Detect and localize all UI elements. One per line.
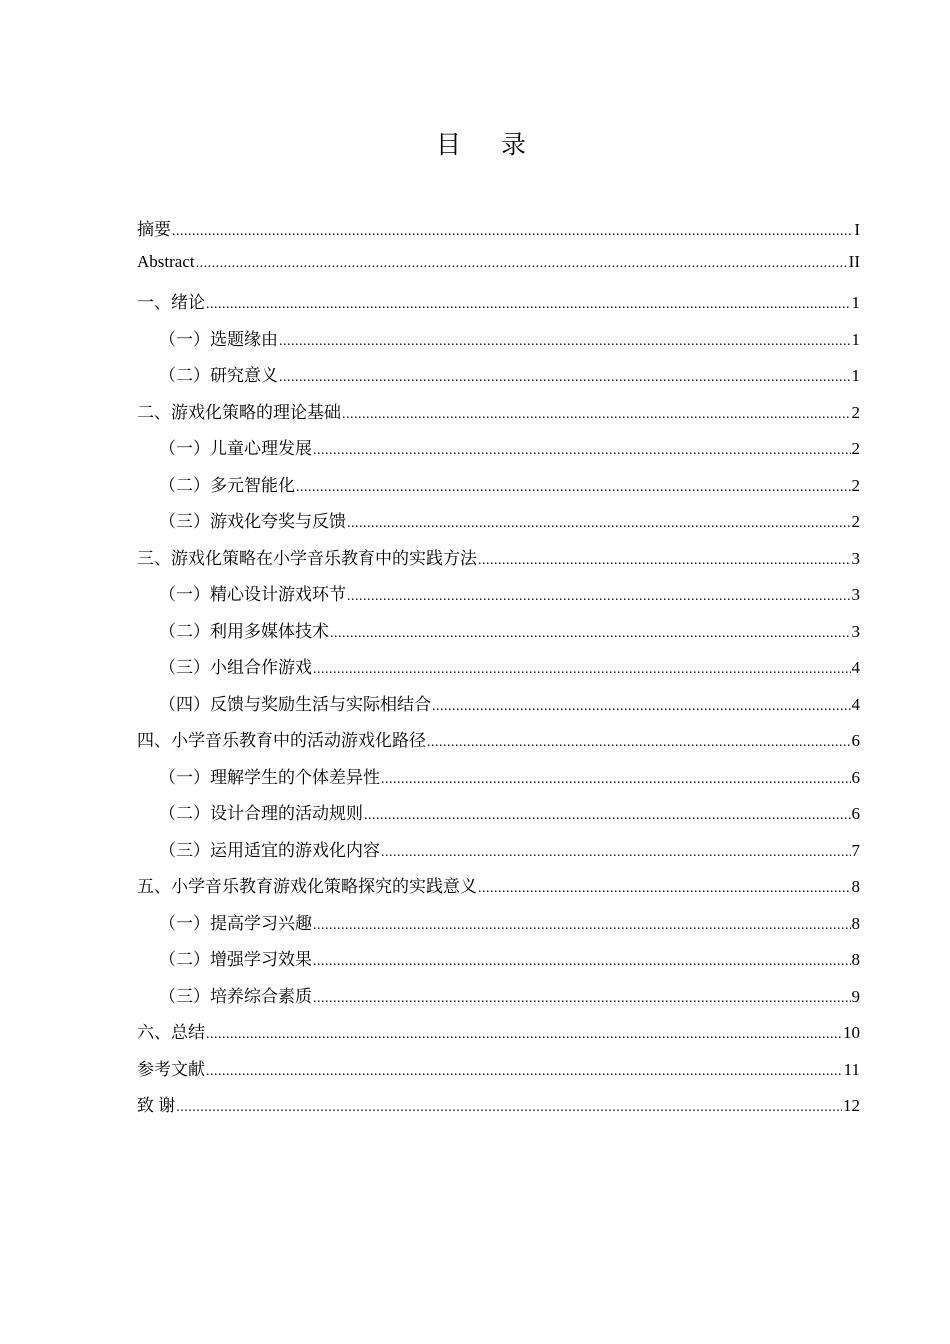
toc-entry[interactable] [137,982,860,1019]
dot-leader [381,841,851,861]
toc-entry-page: 2 [851,439,860,458]
toc-entry-label: 三、游戏化策略在小学音乐教育中的实践方法 [137,548,477,568]
toc-entry-label: 参考文献 [137,1059,205,1079]
toc-entry-page: 2 [851,402,860,422]
toc-entry-page: 6 [851,767,860,787]
toc-entry[interactable] [137,507,860,544]
toc-entry-page: 8 [851,877,860,896]
toc-entry-label: （一）理解学生的个体差异性 [159,767,380,787]
dot-leader [313,914,851,934]
toc-entry[interactable] [137,580,860,617]
dot-leader [364,804,851,824]
toc-entry[interactable] [137,726,860,763]
toc-entry[interactable] [137,909,860,946]
toc-entry[interactable] [137,361,860,398]
toc-entry-page: 4 [851,694,860,714]
toc-entry-page: 6 [851,731,860,750]
toc-entry-label: （二）增强学习效果 [159,950,312,969]
dot-leader [478,549,851,569]
dot-leader [176,1096,842,1116]
dot-leader [478,877,851,897]
toc-entry-label: 六、总结 [137,1023,205,1042]
toc-entry-page: 9 [851,986,860,1006]
dot-leader [172,220,853,240]
toc-entry-label: （三）运用适宜的游戏化内容 [159,840,380,860]
toc-entry-label: 四、小学音乐教育中的活动游戏化路径 [137,731,426,750]
toc-entry[interactable] [137,215,860,252]
toc-entry-label: （二）研究意义 [159,366,278,385]
toc-title: 目 录 [436,130,542,159]
toc-entry-page: 12 [843,1096,860,1115]
dot-leader [313,658,851,678]
dot-leader [432,695,851,715]
toc-entry[interactable] [137,653,860,690]
dot-leader [279,330,851,350]
toc-entry[interactable] [137,872,860,909]
toc-entry[interactable] [137,799,860,836]
toc-entry-page: 8 [851,950,860,969]
toc-entry-page: 3 [851,621,860,641]
toc-entry[interactable] [137,1018,860,1055]
toc-entry-page: 8 [851,913,860,933]
toc-entry[interactable] [137,325,860,362]
dot-leader [206,1060,843,1080]
toc-entry-label: 五、小学音乐教育游戏化策略探究的实践意义 [137,877,477,896]
toc-entry-page: I [854,220,860,239]
toc-entry-label: 一、绪论 [137,293,205,312]
toc-entry-label: （一）精心设计游戏环节 [159,585,346,604]
dot-leader [296,476,851,496]
dot-leader [313,439,851,459]
dot-leader [206,1023,842,1043]
toc-entry-label: （一）儿童心理发展 [159,439,312,458]
toc-entry[interactable] [137,690,860,727]
toc-entry[interactable] [137,544,860,581]
toc-entry-label: （三）游戏化夸奖与反馈 [159,512,346,531]
toc-entry-page: 11 [843,1059,860,1079]
toc-entry[interactable] [137,1055,860,1092]
table-of-contents [137,215,860,1128]
toc-entry-page: 1 [851,366,860,385]
toc-entry-label: （一）选题缘由 [159,329,278,349]
dot-leader [347,585,851,605]
toc-entry-label: （二）多元智能化 [159,475,295,495]
dot-leader [206,293,851,313]
toc-entry[interactable] [137,763,860,800]
toc-entry-label: 致 谢 [137,1096,176,1115]
toc-entry[interactable] [137,617,860,654]
toc-entry[interactable] [137,836,860,873]
toc-entry-label: 摘要 [137,220,171,239]
toc-entry[interactable] [137,945,860,982]
toc-entry-page: 2 [851,475,860,495]
toc-entry-page: 10 [843,1023,860,1042]
toc-entry[interactable] [137,434,860,471]
toc-entry-label: （三）小组合作游戏 [159,658,312,677]
toc-entry-page: 7 [851,840,860,860]
toc-entry-label: Abstract [137,251,195,271]
dot-leader [279,366,851,386]
toc-entry-label: （二）利用多媒体技术 [159,621,329,641]
toc-entry-label: （四）反馈与奖励生活与实际相结合 [159,694,431,714]
toc-entry[interactable] [137,288,860,325]
dot-leader [381,768,851,788]
dot-leader [347,512,851,532]
toc-entry-page: II [848,251,860,271]
dot-leader [342,403,851,423]
toc-entry-label: （三）培养综合素质 [159,986,312,1006]
toc-entry-page: 3 [851,548,860,568]
dot-leader [196,252,848,272]
toc-entry-page: 1 [851,329,860,349]
toc-entry-label: 二、游戏化策略的理论基础 [137,402,341,422]
toc-entry-page: 1 [851,293,860,312]
toc-entry[interactable] [137,252,860,289]
toc-entry-page: 2 [851,512,860,531]
toc-entry-page: 4 [851,658,860,677]
dot-leader [330,622,851,642]
toc-entry-label: （一）提高学习兴趣 [159,913,312,933]
dot-leader [313,950,851,970]
toc-entry[interactable] [137,1091,860,1128]
toc-entry-label: （二）设计合理的活动规则 [159,804,363,823]
toc-entry-page: 3 [851,585,860,604]
dot-leader [427,731,851,751]
toc-entry[interactable] [137,471,860,508]
dot-leader [313,987,851,1007]
toc-entry-page: 6 [851,804,860,823]
toc-entry[interactable] [137,398,860,435]
